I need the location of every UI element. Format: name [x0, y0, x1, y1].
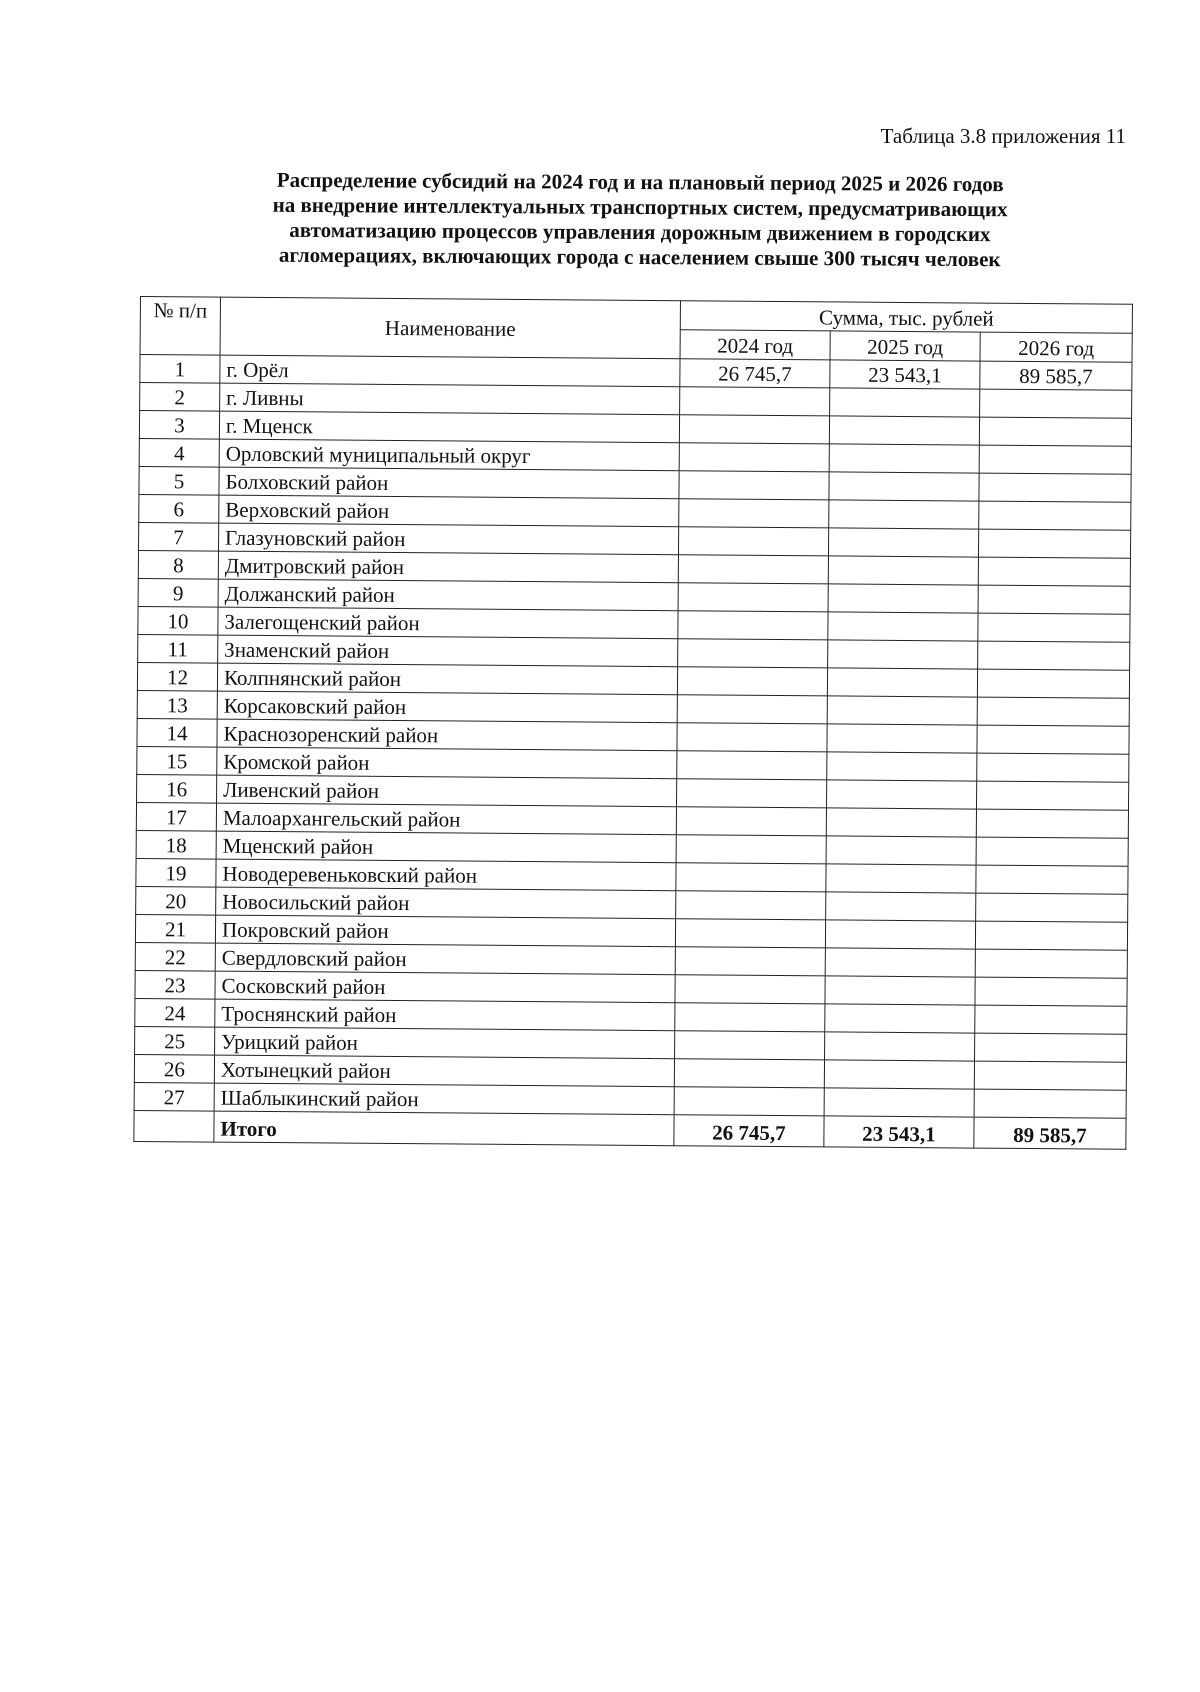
row-value-2026 — [974, 1061, 1126, 1090]
row-value-2024 — [678, 583, 828, 612]
row-value-2024 — [677, 667, 827, 696]
row-number: 27 — [134, 1082, 214, 1111]
row-value-2025: 23 543,1 — [830, 360, 980, 389]
row-value-2025 — [827, 668, 977, 697]
row-name: Краснозоренский район — [217, 719, 677, 751]
row-value-2026 — [976, 865, 1128, 894]
row-value-2026 — [978, 557, 1130, 586]
row-value-2025 — [828, 612, 978, 641]
row-name: Орловский муниципальный округ — [219, 439, 679, 471]
row-value-2026 — [978, 585, 1130, 614]
row-value-2024 — [678, 555, 828, 584]
row-name: Корсаковский район — [217, 691, 677, 723]
header-year-2025: 2025 год — [830, 331, 980, 361]
row-number: 25 — [135, 1026, 215, 1055]
total-2024: 26 745,7 — [674, 1115, 824, 1147]
header-row — [140, 297, 1132, 334]
title-line: агломерациях, включающих города с населением свыше 300 тысяч человек — [278, 242, 1001, 272]
row-number: 10 — [138, 606, 218, 635]
row-value-2024 — [678, 527, 828, 556]
row-name: Троснянский район — [215, 999, 675, 1031]
row-name: г. Мценск — [219, 411, 679, 443]
row-name: Свердловский район — [215, 943, 675, 975]
row-name: Залегощенский район — [218, 607, 678, 639]
row-value-2025 — [827, 696, 977, 725]
total-2026: 89 585,7 — [974, 1117, 1126, 1149]
header-sum: Сумма, тыс. рублей — [680, 301, 1132, 334]
row-value-2025 — [825, 1004, 975, 1033]
row-value-2026 — [975, 977, 1127, 1006]
row-value-2025 — [824, 1060, 974, 1089]
row-value-2024 — [674, 1087, 824, 1116]
row-value-2026 — [977, 753, 1129, 782]
row-number: 12 — [137, 662, 217, 691]
row-value-2025 — [826, 864, 976, 893]
row-value-2025 — [824, 1088, 974, 1117]
row-name: Сосковский район — [215, 971, 675, 1003]
row-value-2025 — [829, 416, 979, 445]
row-value-2025 — [828, 556, 978, 585]
row-name: г. Орёл — [220, 355, 680, 387]
row-value-2026 — [977, 697, 1129, 726]
header-name: Наименование — [220, 297, 680, 359]
row-value-2025 — [826, 892, 976, 921]
row-name: Болховский район — [219, 467, 679, 499]
row-value-2024: 26 745,7 — [680, 359, 830, 388]
row-value-2025 — [826, 808, 976, 837]
row-number: 1 — [140, 355, 220, 384]
row-value-2026 — [976, 781, 1128, 810]
row-value-2025 — [829, 444, 979, 473]
row-name: Кромской район — [217, 747, 677, 779]
row-name: Шаблыкинский район — [214, 1083, 674, 1115]
row-value-2026 — [975, 949, 1127, 978]
row-name: Глазуновский район — [218, 523, 678, 555]
row-value-2026 — [977, 669, 1129, 698]
row-number: 20 — [136, 886, 216, 915]
subsidy-table-wrapper — [133, 296, 1132, 1150]
row-number: 5 — [139, 466, 219, 495]
row-number: 19 — [136, 858, 216, 887]
row-value-2026 — [976, 893, 1128, 922]
row-value-2026 — [975, 1005, 1127, 1034]
row-value-2024 — [675, 1003, 825, 1032]
total-label: Итого — [214, 1111, 674, 1146]
total-2025: 23 543,1 — [824, 1116, 974, 1148]
row-value-2025 — [827, 780, 977, 809]
row-value-2026 — [976, 809, 1128, 838]
row-number: 24 — [135, 998, 215, 1027]
row-value-2024 — [676, 807, 826, 836]
row-value-2026 — [977, 725, 1129, 754]
row-value-2025 — [828, 584, 978, 613]
row-number: 18 — [136, 830, 216, 859]
row-name: Мценский район — [216, 831, 676, 863]
header-number: № п/п — [140, 297, 220, 356]
row-value-2026 — [979, 501, 1131, 530]
row-value-2025 — [825, 948, 975, 977]
row-name: Дмитровский район — [218, 551, 678, 583]
row-value-2026 — [979, 417, 1131, 446]
row-name: Урицкий район — [215, 1027, 675, 1059]
row-value-2024 — [678, 639, 828, 668]
row-number: 4 — [139, 438, 219, 467]
row-value-2024 — [678, 611, 828, 640]
row-value-2024 — [675, 1031, 825, 1060]
row-value-2025 — [830, 388, 980, 417]
row-value-2026: 89 585,7 — [980, 361, 1132, 390]
row-number: 11 — [138, 634, 218, 663]
title-line: автоматизацию процессов управления дорожным движением в городских — [289, 217, 991, 247]
header-year-2024: 2024 год — [680, 330, 830, 360]
row-value-2024 — [676, 863, 826, 892]
document-title — [180, 167, 1101, 273]
header-year-2026: 2026 год — [980, 332, 1132, 362]
row-name: Знаменский район — [218, 635, 678, 667]
annex-label: Таблица 3.8 приложения 11 — [880, 124, 1126, 148]
row-value-2026 — [978, 529, 1130, 558]
row-number: 8 — [138, 550, 218, 579]
row-name: Покровский район — [215, 915, 675, 947]
row-number: 17 — [136, 802, 216, 831]
table-body — [134, 355, 1132, 1150]
row-value-2026 — [975, 1033, 1127, 1062]
row-number: 23 — [135, 970, 215, 999]
row-value-2024 — [674, 1059, 824, 1088]
row-number: 9 — [138, 578, 218, 607]
row-value-2025 — [825, 920, 975, 949]
row-number: 3 — [139, 411, 219, 440]
row-value-2024 — [680, 387, 830, 416]
row-name: г. Ливны — [220, 383, 680, 415]
row-number: 2 — [140, 383, 220, 412]
row-value-2024 — [679, 443, 829, 472]
row-value-2026 — [976, 837, 1128, 866]
row-value-2025 — [825, 976, 975, 1005]
row-number: 14 — [137, 718, 217, 747]
row-value-2025 — [827, 752, 977, 781]
row-number: 13 — [137, 690, 217, 719]
row-value-2024 — [675, 975, 825, 1004]
row-value-2025 — [828, 640, 978, 669]
row-value-2026 — [974, 1089, 1126, 1118]
row-number: 16 — [137, 774, 217, 803]
row-name: Малоархангельский район — [216, 803, 676, 835]
row-value-2025 — [827, 724, 977, 753]
row-value-2026 — [979, 445, 1131, 474]
row-value-2025 — [828, 528, 978, 557]
row-value-2025 — [829, 500, 979, 529]
row-value-2026 — [978, 641, 1130, 670]
row-value-2024 — [676, 835, 826, 864]
row-number: 22 — [135, 942, 215, 971]
row-value-2024 — [675, 919, 825, 948]
row-value-2024 — [675, 947, 825, 976]
row-value-2026 — [978, 613, 1130, 642]
title-line: на внедрение интеллектуальных транспортных систем, предусматривающих — [272, 192, 1008, 222]
row-value-2026 — [979, 473, 1131, 502]
row-number: 7 — [139, 522, 219, 551]
row-value-2025 — [825, 1032, 975, 1061]
row-value-2026 — [975, 921, 1127, 950]
row-value-2024 — [677, 695, 827, 724]
row-number: 26 — [134, 1054, 214, 1083]
row-name: Должанский район — [218, 579, 678, 611]
total-number-cell — [134, 1110, 214, 1142]
subsidy-table — [133, 296, 1133, 1150]
row-name: Верховский район — [219, 495, 679, 527]
row-number: 6 — [139, 494, 219, 523]
row-value-2024 — [679, 471, 829, 500]
row-name: Колпнянский район — [217, 663, 677, 695]
row-value-2024 — [677, 751, 827, 780]
row-name: Хотынецкий район — [214, 1055, 674, 1087]
row-value-2024 — [679, 415, 829, 444]
total-row — [134, 1110, 1126, 1149]
row-name: Новосильский район — [216, 887, 676, 919]
row-value-2024 — [679, 499, 829, 528]
row-value-2025 — [829, 472, 979, 501]
title-line: Распределение субсидий на 2024 год и на плановый период 2025 и 2026 годов — [276, 167, 1004, 197]
row-value-2026 — [980, 389, 1132, 418]
row-value-2024 — [676, 891, 826, 920]
row-name: Новодеревеньковский район — [216, 859, 676, 891]
row-value-2025 — [826, 836, 976, 865]
row-value-2024 — [677, 723, 827, 752]
row-value-2024 — [677, 779, 827, 808]
row-number: 15 — [137, 746, 217, 775]
row-number: 21 — [135, 914, 215, 943]
table-header — [140, 297, 1132, 363]
row-name: Ливенский район — [217, 775, 677, 807]
